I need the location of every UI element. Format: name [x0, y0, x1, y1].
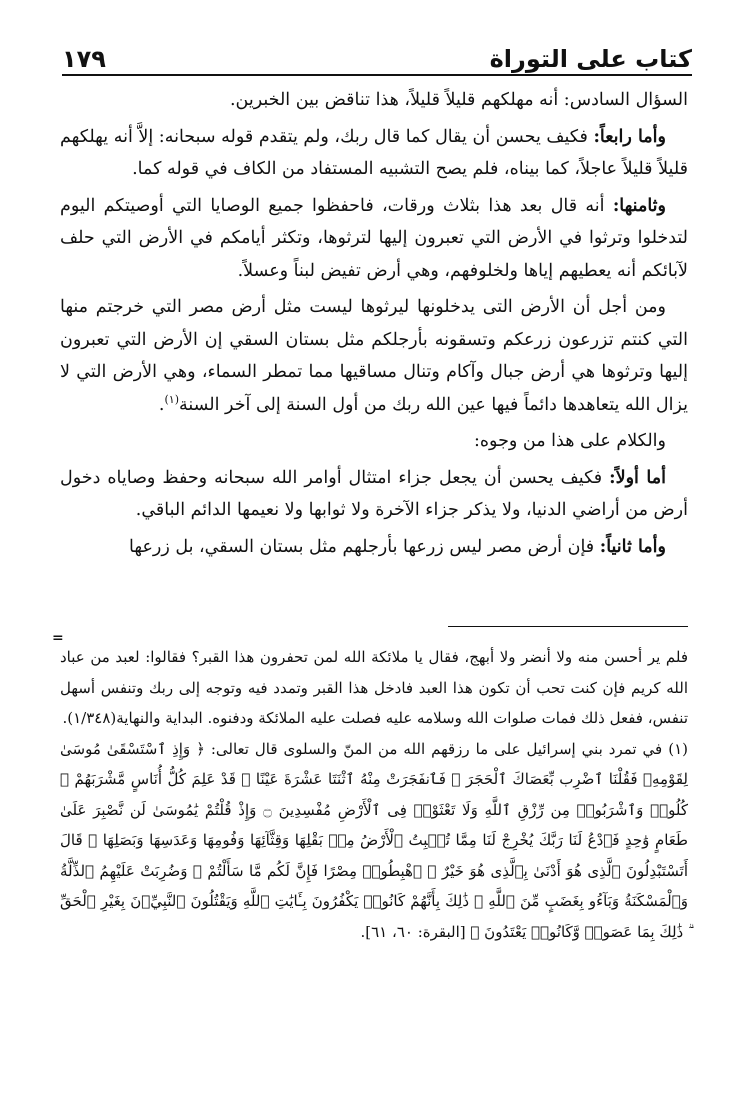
- page-header: [62, 40, 692, 76]
- footnote-continued: [60, 642, 688, 734]
- footnote-text: فلم ير أحسن منه ولا أنضر ولا أبهج، فقال يا ملائكة الله لمن تحفرون هذا القبر؟ فقالوا: لعبد من عباد الله كريم فإن كنت تحب أن تكون هذا العبد فادخل هذا القبر وتمدد فيه وتوجه إلى ربك وتنفس أسهل تنفس، ففعل ذلك فمات صلوات الله وسلامه عليه فصلت عليه الملائكة ودفنوه. البداية والنهاية(١/٣٤٨).: [60, 648, 688, 727]
- paragraph-second-point: [60, 531, 688, 564]
- paragraph-lead: وثامنها:: [612, 195, 666, 216]
- footnotes: [60, 642, 688, 947]
- paragraph-text: والكلام على هذا من وجوه:: [473, 431, 666, 451]
- paragraph-question-six: [60, 84, 688, 117]
- paragraph-text: فكيف يحسن أن يقال كما قال ربك، ولم يتقدم قوله سبحانه: إلاَّ أنه يهلكهم قليلاً قليلاً عاجلاً، كما بيناه، فلم يصح التشبيه المستفاد من الكاف في قوله كما.: [60, 126, 688, 179]
- paragraph-discussion: [60, 425, 688, 458]
- paragraph-lead: أما أولاً:: [609, 467, 666, 488]
- main-text: [60, 84, 688, 567]
- paragraph-text: أنه قال بعد هذا بثلاث ورقات، فاحفظوا جميع الوصايا التي أوصيتكم اليوم لتدخلوا وترثوا في الأرض التي تعبرون إليها لترثوها، وتكثر أيامكم في الأرض التي حلف لآبائكم أنه يعطيهم إياها ولخلوفهم، وهي أرض تفيض لبناً وعسلاً.: [60, 195, 688, 281]
- footnote-continuation-mark: =: [52, 630, 64, 646]
- paragraph-eighth: [60, 190, 688, 288]
- paragraph-fourth: [60, 121, 688, 186]
- paragraph-text: السؤال السادس: أنه مهلكهم قليلاً قليلاً، هذا تناقض بين الخبرين.: [229, 90, 688, 110]
- paragraph-lead: وأما رابعاً:: [593, 126, 666, 147]
- running-title: كتاب على التوراة: [489, 45, 692, 73]
- page-number: ١٧٩: [62, 45, 106, 73]
- paragraph-text: فإن أرض مصر ليس زرعها بأرجلهم مثل بستان السقي، بل زرعها: [129, 536, 595, 557]
- paragraph-land-of-egypt: [60, 291, 688, 421]
- paragraph-first-point: [60, 462, 688, 527]
- footnote-reference: (١): [164, 392, 180, 406]
- paragraph-text: ومن أجل أن الأرض التى يدخلونها ليرثوها ليست مثل أرض مصر التي خرجتم منها التي كنتم تزرعون زرعكم وتسقونه بأرجلكم مثل بستان السقي إن الأرض التي تعبرون إليها وترثوها هي أرض جبال وآكام وتنال مساقيها مما تمطر السماء، وهي الأرض التي لا يزال الله يتعاهدها دائماً فيها عين الله ربك من أول السنة إلى آخر السنة: [60, 297, 688, 415]
- paragraph-end: .: [158, 394, 165, 415]
- paragraph-lead: وأما ثانياً:: [599, 536, 666, 557]
- paragraph-text: فكيف يحسن أن يجعل جزاء امتثال أوامر الله سبحانه وحفظ وصاياه دخول أرض من أراضي الدنيا، ولا يذكر جزاء الآخرة ولا ثوابها ولا نعيمها الدائم الباقي.: [60, 467, 688, 520]
- verse-source: [البقرة: ٦٠، ٦١].: [360, 922, 466, 941]
- footnote-intro: في تمرد بني إسرائيل على ما رزقهم الله من المنّ والسلوى قال تعالى:: [210, 739, 663, 758]
- footnote-number: (١): [668, 739, 688, 758]
- footnote-1: [60, 734, 688, 948]
- quran-verse: ﴿ وَإِذِ ٱسْتَسْقَىٰ مُوسَىٰ لِقَوْمِهِۦ فَقُلْنَا ٱضْرِب بِّعَصَاكَ ٱلْحَجَرَ ۖ فَٱنفَجَرَتْ مِنْهُ ٱثْنَتَا عَشْرَةَ عَيْنًا ۖ قَدْ عَلِمَ كُلُّ أُنَاسٍ مَّشْرَبَهُمْ ۖ كُلُوا۟ وَٱشْرَبُوا۟ مِن رِّزْقِ ٱللَّهِ وَلَا تَعْثَوْا۟ فِى ٱلْأَرْضِ مُفْسِدِينَ ۝ وَإِذْ قُلْتُمْ يَٰمُوسَىٰ لَن نَّصْبِرَ عَلَىٰ طَعَامٍ وَٰحِدٍ فَٱدْعُ لَنَا رَبَّكَ يُخْرِجْ لَنَا مِمَّا تُنۢبِتُ ٱلْأَرْضُ مِنۢ بَقْلِهَا وَقِثَّآئِهَا وَفُومِهَا وَعَدَسِهَا وَبَصَلِهَا ۖ قَالَ أَتَسْتَبْدِلُونَ ٱلَّذِى هُوَ أَدْنَىٰ بِٱلَّذِى هُوَ خَيْرٌ ۚ ٱهْبِطُوا۟ مِصْرًا فَإِنَّ لَكُم مَّا سَأَلْتُمْ ۗ وَضُرِبَتْ عَلَيْهِمُ ٱلذِّلَّةُ وَٱلْمَسْكَنَةُ وَبَآءُو بِغَضَبٍ مِّنَ ٱللَّهِ ۗ ذَٰلِكَ بِأَنَّهُمْ كَانُوا۟ يَكْفُرُونَ بِـَٔايَٰتِ ٱللَّهِ وَيَقْتُلُونَ ٱلنَّبِيِّۦنَ بِغَيْرِ ٱلْحَقِّ ۗ ذَٰلِكَ بِمَا عَصَوا۟ وَّكَانُوا۟ يَعْتَدُونَ ﴾: [60, 739, 688, 941]
- footnote-divider: [448, 626, 688, 627]
